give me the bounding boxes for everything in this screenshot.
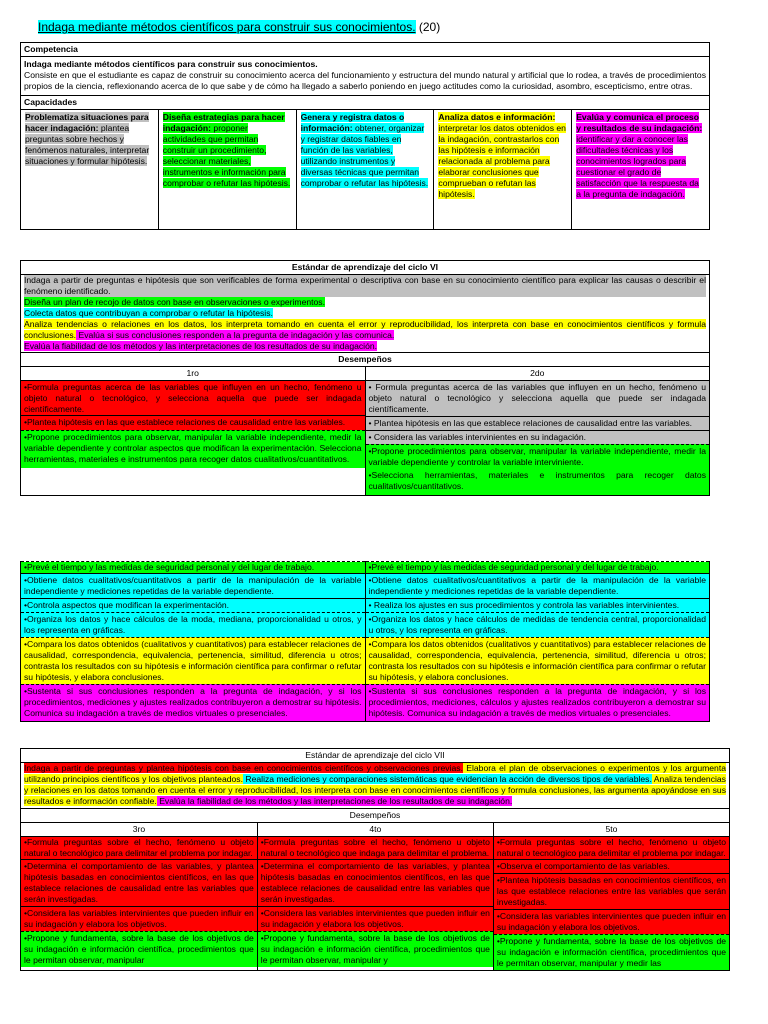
- desempeno-item: •Controla aspectos que modifican la experimentación.: [21, 598, 365, 612]
- ciclo-vii-title: Estándar de aprendizaje del ciclo VII: [21, 749, 730, 763]
- desempeno-item: •Obtiene datos cualitativos/cuantitativos a partir de la manipulación de la variable independiente y mediciones repetidas de la variable dependiente.: [366, 573, 710, 598]
- desempeno-item: •Selecciona herramientas, materiales e instrumentos para recoger datos cualitativos/cuantitativos.: [366, 469, 710, 495]
- desempeno-item: •Considera las variables intervinientes que pueden influir en su indagación y elabora los objetivos.: [21, 906, 257, 931]
- desempeno-item: •Propone y fundamenta, sobre la base de los objetivos de su indagación e información científica, procedimientos que le permitan observar, manipular y medir las: [494, 934, 729, 970]
- standard-line-6: Evalúa la fiabilidad de los métodos y las interpretaciones de los resultados de su indagación.: [24, 341, 378, 351]
- desempeno-item: • Plantea hipótesis en las que establece relaciones de causalidad entre las variables.: [366, 416, 710, 430]
- ciclo-vi-table: [20, 260, 710, 496]
- desempeno-item: •Propone procedimientos para observar, manipular la variable independiente, medir la variable dependiente y controlar la variable interviniente.: [366, 444, 710, 469]
- grade-3ro: 3ro: [21, 823, 258, 837]
- capacidades-label: Capacidades: [21, 96, 710, 110]
- capacidad-3: Genera y registra datos o información: obtener, organizar y registrar datos fiables en función de las variables, utilizando instrumentos y diversas técnicas que permitan comprobar o refutar las hipótesis.: [296, 110, 434, 230]
- title-count: (20): [415, 20, 441, 34]
- desempeno-item: •Observa el comportamiento de las variables.: [494, 859, 729, 873]
- desempeno-item: •Formula preguntas acerca de las variables que influyen en un hecho, fenómeno u objeto natural o tecnológico, y selecciona aquella que puede ser indagada científicamente.: [21, 381, 365, 415]
- desempenos-5to: [493, 837, 729, 971]
- standard-line-5: Evalúa si sus conclusiones responden a la pregunta de indagación y las comunica.: [76, 330, 395, 340]
- capacidad-5: Evalúa y comunica el proceso y resultados de su indagación: identificar y dar a conocer las dificultades técnicas y los conocimientos logrados para cuestionar el grado de satisfacción que la respuesta da a la pregunta de indagación.: [572, 110, 710, 230]
- desempeno-item: •Considera las variables intervinientes que pueden influir en su indagación y elabora los objetivos.: [494, 909, 729, 934]
- title-highlight: Indaga mediante métodos científicos para construir sus conocimientos.: [38, 20, 416, 34]
- ciclo-vi-title: Estándar de aprendizaje del ciclo VI: [21, 261, 710, 275]
- desempenos-2do: [365, 381, 710, 496]
- desempenos-3ro: [21, 837, 258, 971]
- desempeno-item: •Organiza los datos y hace cálculos de medidas de tendencia central, proporcionalidad u otros, y los representa en gráficas.: [366, 612, 710, 637]
- grade-2do: 2do: [365, 367, 710, 381]
- desempeno-item: •Prevé el tiempo y las medidas de seguridad personal y del lugar de trabajo.: [21, 562, 365, 573]
- desempeno-item: •Compara los datos obtenidos (cualitativos y cuantitativos) para establecer relaciones de causalidad, correspondencia, equivalencia, pertenencia, similitud, diferencia u otros; contrasta los resultados con su hipótesis e información científica para confirmar o refutar su hipótesis, y elabora conclusiones.: [366, 637, 710, 684]
- standard-line-1: Indaga a partir de preguntas e hipótesis que son verificables de forma experimental o descriptiva con base en su conocimiento científico para explicar las causas o describir el fenómeno identificado.: [24, 275, 706, 296]
- competencia-name: Indaga mediante métodos científicos para construir sus conocimientos.: [24, 59, 318, 69]
- ciclo-vii-standard: Indaga a partir de preguntas y plantea hipótesis con base en conocimientos científicos y observaciones previas. Elabora el plan de observaciones o experimentos y los argumenta utilizando principios científicos y los objetivos planteados. Realiza mediciones y comparaciones sistemáticas que evidencian la acción de diversos tipos de variables. Analiza tendencias y relaciones en los datos tomando en cuenta el error y reproducibilidad, los interpreta con base en conocimientos científicos y formula conclusiones, las argumenta apoyándose en sus resultados e información confiable. Evalúa la fiabilidad de los métodos y las interpretaciones de los resultados de su indagación.: [21, 763, 730, 809]
- desempeno-item: •Determina el comportamiento de las variables, y plantea hipótesis basadas en conocimientos científicos, en las que establece relaciones de causalidad entre las variables que serán investigadas.: [21, 859, 257, 906]
- desempeno-item: •Compara los datos obtenidos (cualitativos y cuantitativos) para establecer relaciones de causalidad, correspondencia, equivalencia, pertenencia, similitud, diferencia u otros; contrasta los resultados con su hipótesis e información científica para confirmar o refutar su hipótesis, y elabora conclusiones.: [21, 637, 365, 684]
- desempenos-header: Desempeños: [21, 353, 710, 367]
- competencia-label: Competencia: [21, 43, 710, 57]
- desempeno-item: • Realiza los ajustes en sus procedimientos y controla las variables intervinientes.: [366, 598, 710, 612]
- capacidad-4: Analiza datos e información: interpretar los datos obtenidos en la indagación, contrastarlos con las hipótesis e información relacionada al problema para elaborar conclusiones que comprueban o refutan las hipótesis.: [434, 110, 572, 230]
- desempeno-item: •Formula preguntas sobre el hecho, fenómeno u objeto natural o tecnológico para delimitar el problema por indagar.: [494, 837, 729, 859]
- desempeno-item: •Organiza los datos y hace cálculos de la moda, mediana, proporcionalidad u otros, y los representa en gráficas.: [21, 612, 365, 637]
- desempeno-item: •Formula preguntas sobre el hecho, fenómeno u objeto natural o tecnológico que indaga para delimitar el problema.: [258, 837, 493, 859]
- desempenos-1ro: [21, 381, 366, 496]
- competencia-description: Consiste en que el estudiante es capaz de construir su conocimiento acerca del funcionamiento y estructura del mundo natural y artificial que lo rodea, a través de procedimientos propios de la ciencia, reflexionando acerca de lo que sabe y de cómo ha llegado a saberlo poniendo en juego actitudes como la curiosidad, asombro, escepticismo, entre otras.: [24, 70, 706, 91]
- grade-1ro: 1ro: [21, 367, 366, 381]
- desempeno-item: •Propone procedimientos para observar, manipular la variable independiente, medir la variable dependiente y controlar aspectos que modifican la experimentación. Selecciona herramientas, materiales e instrumentos para recoger datos cualitativos/cuantitativos.: [21, 430, 365, 468]
- desempenos-header-vii: Desempeños: [21, 809, 730, 823]
- desempeno-item: •Considera las variables intervinientes que pueden influir en su indagación y elabora los objetivos.: [258, 906, 493, 931]
- desempeno-item: •Prevé el tiempo y las medidas de seguridad personal y del lugar de trabajo.: [366, 562, 710, 573]
- grade-4to: 4to: [257, 823, 493, 837]
- desempeno-item: •Propone y fundamenta, sobre la base de los objetivos de su indagación e información científica, procedimientos que le permitan observar, manipular y: [258, 931, 493, 967]
- desempeno-item: •Propone y fundamenta, sobre la base de los objetivos de su indagación e información científica, procedimientos que le permitan observar, manipular: [21, 931, 257, 967]
- standard-line-4: Analiza tendencias o relaciones en los datos, los interpreta tomando en cuenta el error y reproducibilidad, los interpreta con base en conocimientos científicos y formula conclusiones.: [24, 319, 706, 340]
- grade-5to: 5to: [493, 823, 729, 837]
- desempeno-item: •Sustenta si sus conclusiones responden a la pregunta de indagación, y si los procedimientos, mediciones y ajustes realizados contribuyeron a demostrar su hipótesis. Comunica su indagación a través de medios virtuales o presenciales.: [21, 684, 365, 721]
- capacidad-2: Diseña estrategias para hacer indagación: proponer actividades que permitan construir un procedimiento, seleccionar materiales, instrumentos e información para comprobar o refutar las hipótesis.: [158, 110, 296, 230]
- continuation-1ro: [21, 562, 366, 722]
- ciclo-vi-continuation-table: [20, 561, 710, 722]
- standard-line-2: Diseña un plan de recojo de datos con base en observaciones o experimentos.: [24, 297, 325, 307]
- desempeno-item: •Sustenta si sus conclusiones responden a la pregunta de indagación, y si los procedimientos, mediciones, cálculos y ajustes realizados contribuyeron a demostrar su hipótesis. Comunica su indagación a través de medios virtuales o presenciales.: [366, 684, 710, 721]
- desempeno-item: • Considera las variables intervinientes en su indagación.: [366, 430, 710, 444]
- desempeno-item: •Determina el comportamiento de las variables, y plantea hipótesis basadas en conocimientos científicos, en las que establece relaciones de causalidad entre las variables que serán investigadas.: [258, 859, 493, 906]
- desempeno-item: •Obtiene datos cualitativos/cuantitativos a partir de la manipulación de la variable independiente y mediciones repetidas de la variable dependiente.: [21, 573, 365, 598]
- desempeno-item: •Formula preguntas sobre el hecho, fenómeno u objeto natural o tecnológico para delimitar el problema por indagar.: [21, 837, 257, 859]
- capacidad-1: Problematiza situaciones para hacer indagación: plantea preguntas sobre hechos y fenómenos naturales, interpretar situaciones y formular hipótesis.: [21, 110, 159, 230]
- desempeno-item: •Plantea hipótesis basadas en conocimientos científicos, en las que establece relaciones entre las variables que serán investigadas.: [494, 873, 729, 909]
- document-title: [38, 20, 440, 34]
- desempenos-4to: [257, 837, 493, 971]
- desempeno-item: •Plantea hipótesis en las que establece relaciones de causalidad entre las variables.: [21, 415, 365, 430]
- competencia-table: [20, 42, 710, 230]
- continuation-2do: [365, 562, 710, 722]
- standard-line-3: Colecta datos que contribuyan a comprobar o refutar la hipótesis.: [24, 308, 273, 318]
- ciclo-vii-table: [20, 748, 730, 971]
- desempeno-item: • Formula preguntas acerca de las variables que influyen en un hecho, fenómeno u objeto natural o tecnológico y selecciona aquella que puede ser indagada científicamente.: [366, 381, 710, 416]
